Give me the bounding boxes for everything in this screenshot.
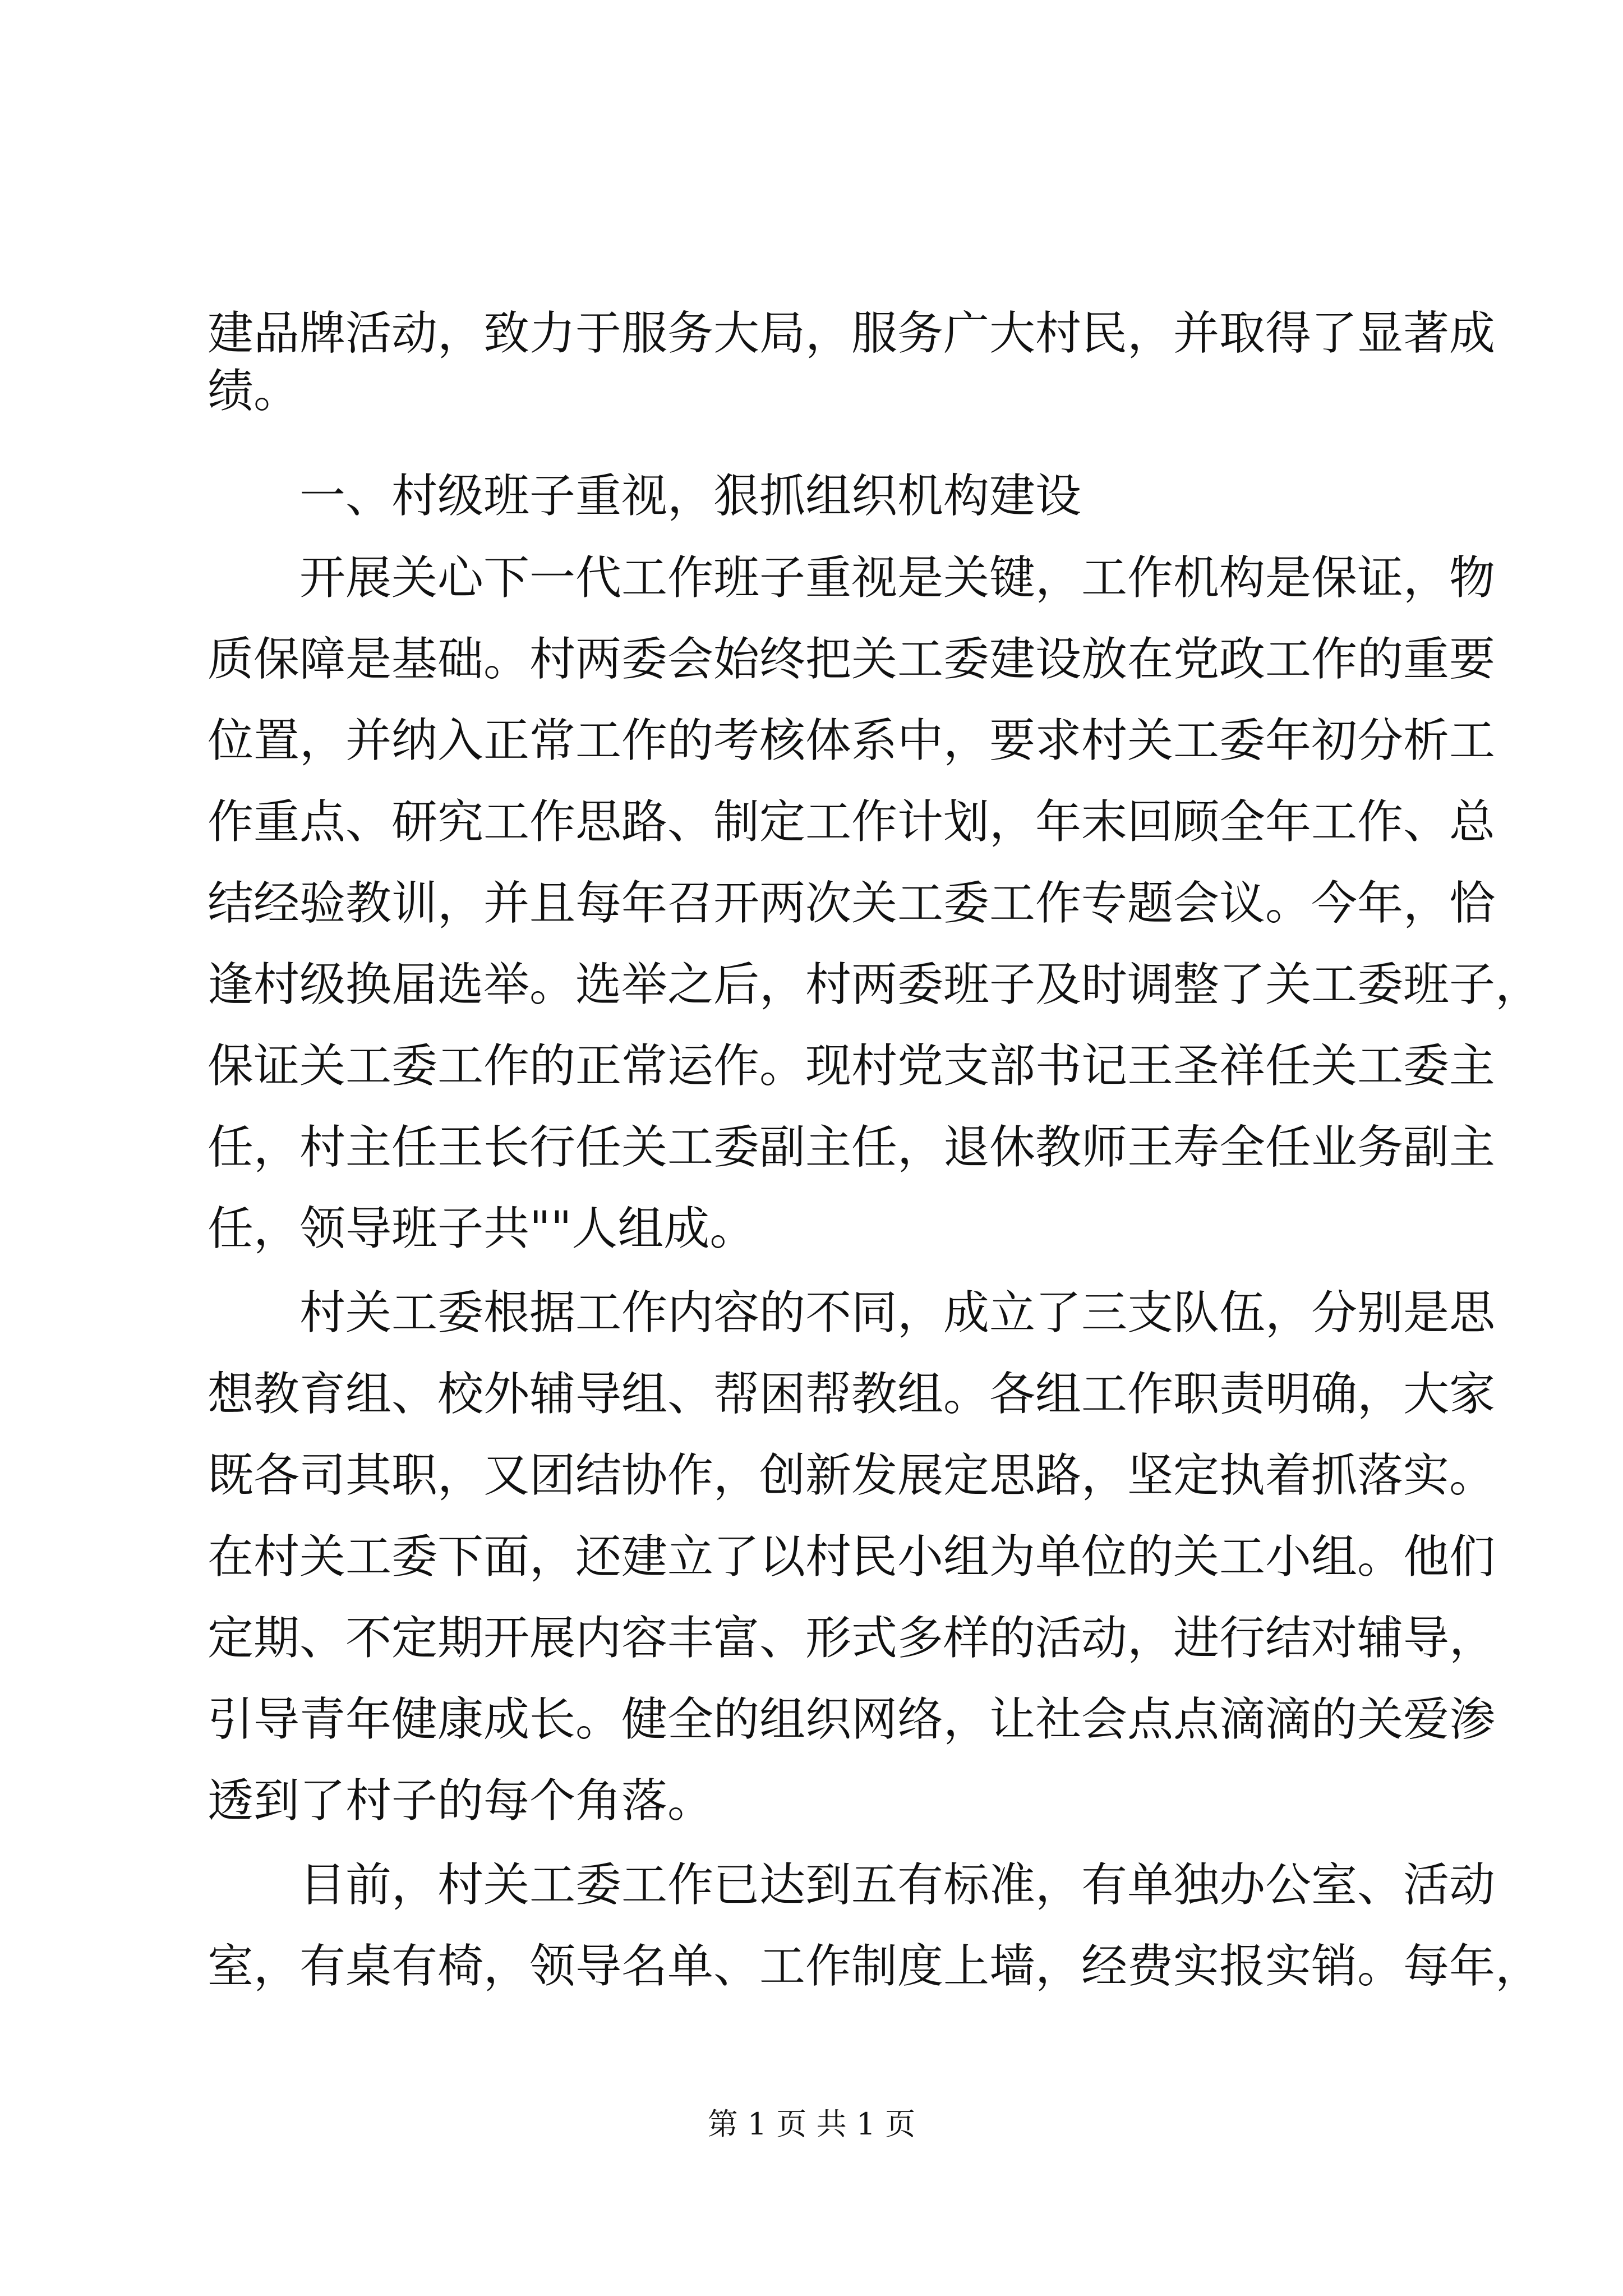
text-line: 定期、不定期开展内容丰富、形式多样的活动，进行结对辅导， bbox=[208, 1612, 1496, 1665]
section-heading: 一、村级班子重视，狠抓组织机构建设 bbox=[299, 470, 1082, 523]
text-line: 质保障是基础。村两委会始终把关工委建设放在党政工作的重要 bbox=[208, 633, 1496, 686]
text-line: 既各司其职，又团结协作，创新发展定思路，坚定执着抓落实。 bbox=[208, 1449, 1496, 1502]
paragraph-first-line: 目前，村关工委工作已达到五有标准，有单独办公室、活动 bbox=[299, 1858, 1496, 1912]
text-line: 室，有桌有椅，领导名单、工作制度上墙，经费实报实销。每年， bbox=[208, 1940, 1542, 1993]
text-line: 逢村级换届选举。选举之后，村两委班子及时调整了关工委班子， bbox=[208, 958, 1542, 1011]
text-line: 位置，并纳入正常工作的考核体系中，要求村关工委年初分析工 bbox=[208, 714, 1496, 767]
page-footer: 第 1 页 共 1 页 bbox=[707, 2106, 916, 2142]
text-line: 保证关工委工作的正常运作。现村党支部书记王圣祥任关工委主 bbox=[208, 1039, 1496, 1093]
text-line: 建品牌活动，致力于服务大局，服务广大村民，并取得了显著成 bbox=[208, 307, 1496, 360]
text-line: 透到了村子的每个角落。 bbox=[208, 1774, 714, 1828]
text-line: 任，领导班子共""人组成。 bbox=[208, 1202, 756, 1255]
text-line: 引导青年健康成长。健全的组织网络，让社会点点滴滴的关爱渗 bbox=[208, 1693, 1496, 1746]
paragraph-first-line: 村关工委根据工作内容的不同，成立了三支队伍，分别是思 bbox=[299, 1286, 1496, 1340]
text-line: 任，村主任王长行任关工委副主任，退休教师王寿全任业务副主 bbox=[208, 1121, 1496, 1174]
text-line: 作重点、研究工作思路、制定工作计划，年末回顾全年工作、总 bbox=[208, 795, 1496, 849]
text-line: 想教育组、校外辅导组、帮困帮教组。各组工作职责明确，大家 bbox=[208, 1368, 1496, 1421]
text-line: 结经验教训，并且每年召开两次关工委工作专题会议。今年，恰 bbox=[208, 877, 1496, 930]
text-line: 绩。 bbox=[208, 365, 300, 418]
paragraph-first-line: 开展关心下一代工作班子重视是关键，工作机构是保证，物 bbox=[299, 551, 1496, 605]
text-line: 在村关工委下面，还建立了以村民小组为单位的关工小组。他们 bbox=[208, 1530, 1496, 1584]
